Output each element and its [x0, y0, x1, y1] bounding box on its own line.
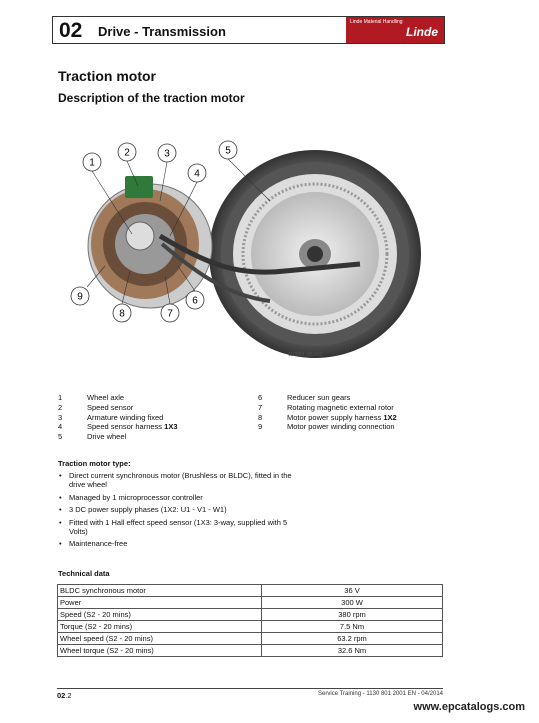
- legend-item: 1 Wheel axle: [58, 393, 125, 402]
- callout-label: 6: [192, 295, 198, 307]
- page-title: Traction motor: [58, 68, 157, 84]
- page-header: [52, 16, 445, 44]
- brand-tagline: Linde Material Handling: [350, 19, 403, 25]
- motor-type-list: [58, 471, 298, 552]
- table-row: Wheel torque (S2 - 20 mins) 32.6 Nm: [58, 645, 443, 657]
- table-row: Torque (S2 - 20 mins) 7.5 Nm: [58, 621, 443, 633]
- callout-label: 9: [77, 291, 83, 303]
- legend-item: 5 Drive wheel: [58, 432, 127, 442]
- legend-item: 9 Motor power winding connection: [258, 422, 395, 432]
- legend-item: 2 Speed sensor: [58, 402, 134, 412]
- legend-left: [58, 393, 178, 442]
- legend-item: 8 Motor power supply harness 1X2: [258, 412, 397, 422]
- brand-name: Linde: [406, 25, 438, 39]
- footer-divider: [57, 688, 443, 689]
- traction-motor-figure: [70, 136, 425, 361]
- callout-label: 7: [167, 308, 173, 320]
- page-number: 02.2: [57, 691, 72, 700]
- list-item: • Maintenance-free: [58, 539, 298, 548]
- technical-data-table: [57, 584, 443, 657]
- chapter-number: 02: [59, 19, 83, 42]
- motor-type-title: Traction motor type:: [58, 459, 131, 468]
- callout-label: 1: [89, 157, 95, 169]
- table-row: Wheel speed (S2 - 20 mins) 63.2 rpm: [58, 633, 443, 645]
- table-row: Power 300 W: [58, 597, 443, 609]
- page-subtitle: Description of the traction motor: [58, 91, 245, 105]
- callout-9: [71, 266, 105, 305]
- figure-code: 110003_05.001: [288, 352, 323, 358]
- footer-text: Service Training - 1130 801 2001 EN - 04/2014: [318, 691, 443, 697]
- table-row: Speed (S2 - 20 mins) 380 rpm: [58, 609, 443, 621]
- callout-label: 4: [194, 168, 200, 180]
- legend-item: 4 Speed sensor harness 1X3: [58, 422, 178, 432]
- watermark: www.epcatalogs.com: [413, 701, 525, 713]
- list-item: • Fitted with 1 Hall effect speed sensor (1X3: 3-way, supplied with 5 Volts): [58, 518, 298, 536]
- chapter-title: Drive - Transmission: [98, 24, 226, 39]
- legend-item: 6 Reducer sun gears: [258, 393, 351, 402]
- list-item: • 3 DC power supply phases (1X2: U1 - V1 - W1): [58, 505, 298, 514]
- list-item: • Direct current synchronous motor (Brushless or BLDC), fitted in the drive wheel: [58, 471, 298, 489]
- callout-label: 2: [124, 147, 130, 159]
- drive-wheel: [209, 150, 421, 358]
- callout-label: 3: [164, 148, 170, 160]
- brand-logo: [346, 17, 444, 43]
- technical-data-title: Technical data: [58, 569, 110, 578]
- callout-label: 8: [119, 308, 125, 320]
- callout-label: 5: [225, 145, 231, 157]
- legend-item: 7 Rotating magnetic external rotor: [258, 402, 394, 412]
- legend-right: [258, 393, 397, 432]
- legend-item: 3 Armature winding fixed: [58, 412, 164, 422]
- table-row: BLDC synchronous motor 36 V: [58, 585, 443, 597]
- list-item: • Managed by 1 microprocessor controller: [58, 493, 298, 502]
